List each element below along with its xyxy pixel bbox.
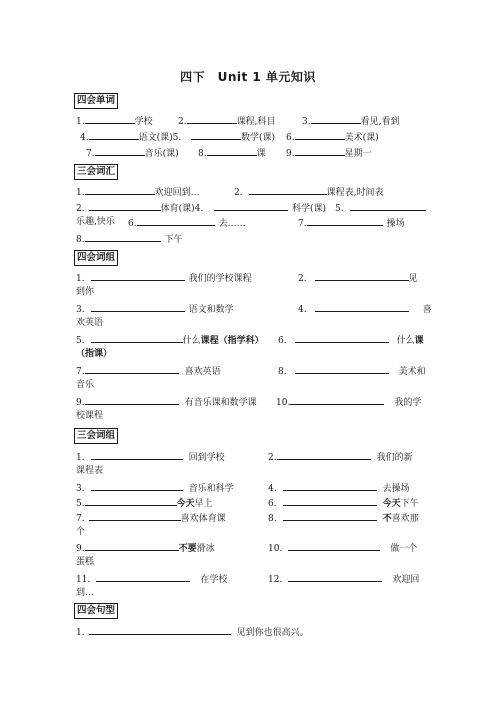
- phrase4-item-7: 7. 喜欢英语: [76, 364, 221, 378]
- phrase4-item-1: 1. 我们的学校课程: [76, 271, 252, 285]
- phrase4-item-4: 4. 喜: [298, 302, 432, 316]
- phrase3-item-3: 3. 音乐和科学: [76, 481, 234, 495]
- phrase4-item-5: 5. 什么课程（指学科）: [76, 333, 264, 347]
- section-header-three-skill-vocab: 三会词汇: [74, 164, 118, 180]
- phrase4-item-2: 2. 见: [298, 271, 418, 285]
- word4-item-1: 1. 学校: [76, 114, 153, 128]
- phrase4-item-10-cont: 校课程: [76, 411, 104, 421]
- phrase4-item-9: 9. 有音乐课和数学课: [76, 395, 257, 409]
- page-title: 四下 Unit 1 单元知识: [180, 70, 316, 84]
- phrase3-item-10-cont: 蛋糕: [76, 557, 95, 567]
- phrase3-item-9: 9. 不要滑冰: [76, 541, 215, 555]
- vocab3-item-4: 科学(课): [214, 201, 326, 215]
- word4-item-2: 2. 课程,科目: [178, 114, 275, 128]
- phrase3-item-2-cont: 课程表: [76, 466, 104, 476]
- phrase3-item-5: 5. 今天早上: [76, 496, 213, 510]
- vocab3-item-5: 5.: [335, 201, 426, 215]
- word4-item-8: 8. 课: [198, 146, 266, 160]
- phrase4-item-6-cont: （指课）: [76, 349, 113, 359]
- vocab3-item-3: 2. 体育(课)4.: [76, 201, 203, 215]
- phrase3-item-8: 8. 不喜欢那: [268, 511, 419, 525]
- phrase4-item-8-cont: 音乐: [76, 380, 95, 390]
- phrase3-item-7: 7. 喜欢体育课: [76, 511, 226, 525]
- phrase3-item-6: 6. 今天下午: [268, 496, 419, 510]
- phrase3-item-4: 4. 去操场: [268, 481, 410, 495]
- vocab3-item-1: 1. 欢迎回到…: [76, 185, 200, 199]
- word4-item-4: 4. 语文(课)5.: [80, 130, 181, 144]
- phrase3-item-1: 1. 回到学校: [76, 450, 225, 464]
- vocab3-item-5-cont: 乐趣,快乐: [76, 217, 115, 227]
- phrase3-item-8-cont: 个: [76, 527, 86, 537]
- phrase4-item-6: 6. 什么课: [278, 333, 424, 347]
- word4-item-9: 9. 星期一: [286, 146, 372, 160]
- phrase3-item-11: 11. 在学校: [76, 572, 227, 586]
- phrase4-item-10: 10. 我的学: [276, 395, 421, 409]
- section-header-four-skill-words: 四会单词: [74, 93, 118, 109]
- sentence4-item-1: 1. 见到你也很高兴。: [76, 625, 309, 639]
- section-header-three-skill-phrases: 三会词组: [74, 428, 118, 444]
- word4-item-3: 3. 看见,看到: [302, 114, 399, 128]
- vocab3-item-2: 2. 课程表,时间表: [234, 185, 383, 199]
- phrase3-item-10: 10. 做一个: [268, 541, 417, 555]
- word4-item-7: 7. 音乐(课): [86, 146, 179, 160]
- phrase4-item-8: 8. 美术和: [278, 364, 426, 378]
- phrase3-item-12: 12. 欢迎回: [268, 572, 419, 586]
- word4-item-6: 6. 美术(课): [286, 130, 379, 144]
- vocab3-item-7: 7. 操场: [298, 216, 405, 230]
- vocab3-item-8: 8. 下午: [76, 232, 183, 246]
- word4-item-5: 数学(课): [191, 130, 275, 144]
- phrase3-item-12-cont: 到...: [76, 588, 94, 598]
- phrase4-item-4-cont: 欢英语: [76, 318, 104, 328]
- section-header-four-skill-sentences: 四会句型: [74, 603, 118, 619]
- section-header-four-skill-phrases: 四会词组: [74, 250, 118, 266]
- vocab3-item-6: 6. 去……: [128, 216, 246, 230]
- phrase3-item-2: 2. 我们的新: [268, 450, 413, 464]
- phrase4-item-2-cont: 到你: [76, 287, 95, 297]
- phrase4-item-3: 3. 语文和数学: [76, 302, 234, 316]
